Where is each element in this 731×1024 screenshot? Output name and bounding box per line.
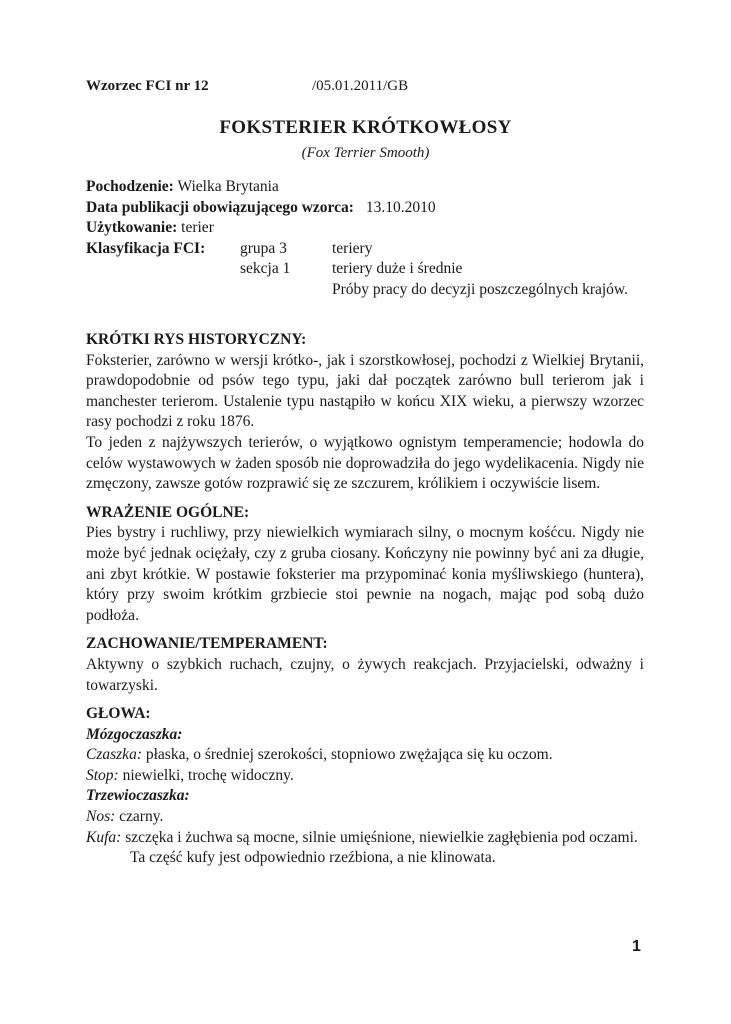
pubdate-value: 13.10.2010 — [365, 198, 436, 216]
stop-label: Stop: — [86, 766, 119, 784]
stop-line — [86, 766, 644, 787]
breed-metadata — [86, 177, 646, 321]
usage-label: Użytkowanie: — [86, 219, 178, 237]
muzzle-label: Kufa: — [86, 828, 122, 846]
muzzle-line — [86, 828, 644, 869]
origin-label: Pochodzenie: — [86, 178, 174, 195]
pubdate-row — [86, 198, 646, 219]
origin-row — [86, 177, 646, 198]
history-paragraph-1: Foksterier, zarówno w wersji krótko-, jak i szorstkowłosej, pochodzi z Wielkiej Brytanii, prawdopodobnie od psów tego typu, jaki dał początek zarówno bull terierom jak i manchester terierom. Ustalenie typu nastąpiło w końcu XIX wieku, a pierwszy wzorzec rasy pochodzi z roku 1876. — [86, 351, 644, 431]
origin-value: Wielka Brytania — [177, 178, 279, 195]
breed-title: FOKSTERIER KRÓTKOWŁOSY — [219, 117, 512, 138]
classification-label: Klasyfikacja FCI: — [86, 239, 206, 257]
facial-region-heading: Trzewioczaszka: — [86, 787, 190, 805]
temperament-paragraph: Aktywny o szybkich ruchach, czujny, o żywych reakcjach. Przyjacielski, odważny i towarzyski. — [86, 655, 644, 694]
standard-number: Wzorzec FCI nr 12 — [86, 78, 209, 94]
usage-value: terier — [181, 219, 214, 237]
temperament-heading: ZACHOWANIE/TEMPERAMENT: — [86, 635, 328, 653]
stop-text: niewielki, trochę widoczny. — [122, 766, 294, 784]
page-number: 1 — [632, 938, 641, 955]
muzzle-text: szczęka i żuchwa są mocne, silnie umięśnione, niewielkie zagłębienia pod oczami. Ta część kufy jest odpowiednio rzeźbiona, a nie klinowata. — [125, 828, 638, 867]
skull-text: płaska, o średniej szerokości, stopniowo zwężająca się ku oczom. — [145, 746, 553, 764]
breed-subtitle: (Fox Terrier Smooth) — [301, 145, 430, 161]
head-heading: GŁOWA: — [86, 705, 151, 723]
standard-date-code: /05.01.2011/GB — [312, 78, 409, 94]
nose-line — [86, 807, 644, 828]
document-header — [86, 78, 409, 95]
fci-group: grupa 3 — [240, 239, 287, 257]
skull-line — [86, 745, 644, 766]
general-appearance-heading: WRAŻENIE OGÓLNE: — [86, 503, 250, 521]
history-heading: KRÓTKI RYS HISTORYCZNY: — [86, 331, 307, 348]
cranial-region-heading: Mózgoczaszka: — [86, 725, 183, 743]
working-trial-note: Próby pracy do decyzji poszczególnych krajów. — [332, 280, 628, 298]
nose-label: Nos: — [86, 808, 116, 826]
classification-block — [86, 239, 646, 321]
fci-section-name: teriery duże i średnie — [332, 260, 463, 278]
standard-body — [86, 330, 644, 869]
skull-label: Czaszka: — [86, 746, 142, 764]
general-appearance-paragraph: Pies bystry i ruchliwy, przy niewielkich wymiarach silny, o mocnym kośćcu. Nigdy nie może być jednak ociężały, czy z gruba ciosany. Kończyny nie powinny być ani za długie, ani zbyt krótkie. W postawie foksterier ma przypominać konia myśliwskiego (huntera), który przy swoim krótkim grzbiecie stoi pewnie na nogach, mając pod sobą dużo podłoża. — [86, 524, 644, 624]
pubdate-label: Data publikacji obowiązującego wzorca: — [86, 198, 354, 216]
nose-text: czarny. — [119, 808, 164, 826]
fci-section: sekcja 1 — [240, 260, 291, 278]
history-paragraph-2: To jeden z najżywszych terierów, o wyjątkowo ognistym temperamencie; hodowla do celów wystawowych w żaden sposób nie doprowadziła do jego wydelikacenia. Nigdy nie zmęczony, zawsze gotów rozprawić się ze szczurem, królikiem i oczywiście lisem. — [86, 433, 644, 493]
usage-row — [86, 218, 646, 239]
fci-group-name: teriery — [332, 239, 373, 257]
